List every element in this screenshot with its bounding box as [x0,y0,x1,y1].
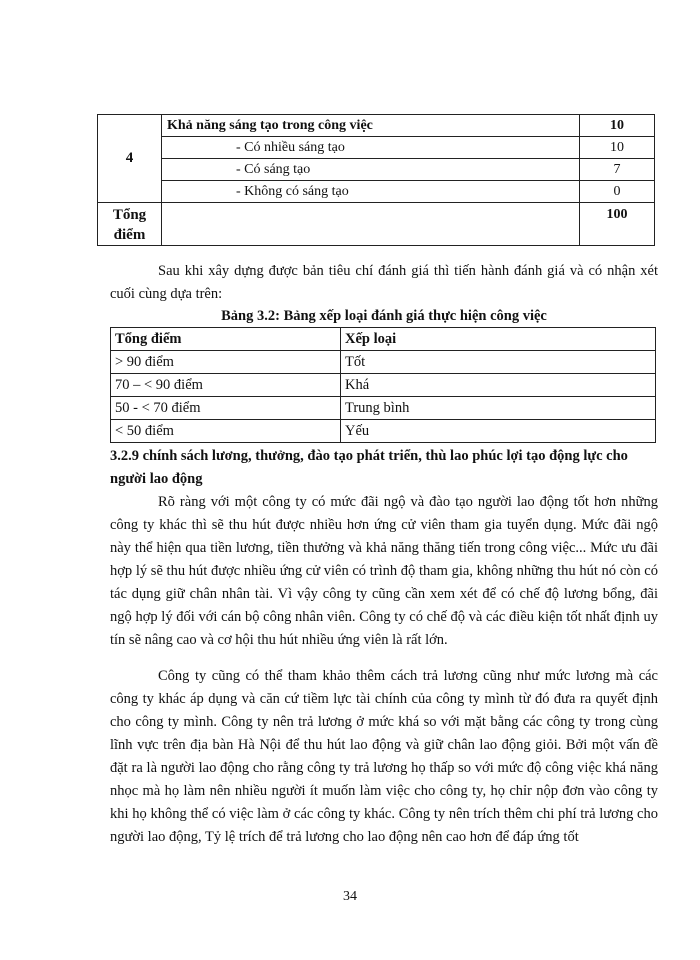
table-row-total [98,203,655,246]
table-row [111,420,656,443]
body-paragraph-2: Công ty cũng có thể tham khảo thêm cách trả lương cũng như mức lương mà các công ty khác áp dụng và căn cứ tiềm lực tài chính của công ty mình từ đó đưa ra quyết định cho công ty mình. Công ty nên trả lương ở mức khá so với mặt bằng các công ty trong cùng lĩnh vực trên địa bàn Hà Nội để thu hút lao động và giữ chân lao động giỏi. Bởi một vấn đề đặt ra là người lao động cho rằng công ty trả lương họ thấp so với mức độ công việc khá năng nhọc mà họ làm nên nhiều người ít muốn làm việc cho công ty, họ chỉr nộp đơn vào công ty khi họ không thể có việc làm ở các công ty khác. Công ty nên trích thêm chi phí trả lương cho người lao động, Tỷ lệ trích để trả lương cho lao động nên cao hơn để đáp ứng tốt [110,668,658,845]
total-label: Tổng điểm [98,203,162,246]
table-row [111,351,656,374]
criteria-item-points: 7 [580,159,655,181]
body-paragraph-1: Rõ ràng với một công ty có mức đãi ngộ và đào tạo người lao động tốt hơn những công ty khác thì sẽ thu hút được nhiều hơn ứng cử viên tham gia tuyển dụng. Mức đãi ngộ này thể hiện qua tiền lương, tiền thưởng và khả năng thăng tiến trong công việc... Mức ưu đãi hợp lý sẽ thu hút được nhiều ứng cử viên có trình độ tham gia, không những thu hút nó còn có tác dụng giữ chân nhân tài. Vì vậy công ty cũng cần xem xét để có chế độ lương bổng, đãi ngộ hợp lý đối với cán bộ công nhân viên. Công ty có chế độ và các điều kiện tốt nhất định uy tín sẽ nâng cao và cơ hội thu hút nhiều ứng viên là rất lớn. [110,494,658,648]
table-row [111,374,656,397]
criteria-item-label: - Có nhiều sáng tạo [162,137,580,159]
table-row [98,159,655,181]
column-header: Xếp loại [341,328,656,351]
criteria-table [97,114,655,246]
intro-paragraph: Sau khi xây dựng được bản tiêu chí đánh giá thì tiến hành đánh giá và có nhận xét cuối cùng dựa trên: [110,263,658,302]
score-range: > 90 điểm [111,351,341,374]
criteria-item-label: - Có sáng tạo [162,159,580,181]
total-empty-cell [162,203,580,246]
table-row [98,115,655,137]
section-heading: 3.2.9 chính sách lương, thưởng, đào tạo phát triển, thù lao phúc lợi tạo động lực cho người lao động [110,448,628,487]
score-range: 50 - < 70 điểm [111,397,341,420]
rating-table [110,327,656,443]
page-number: 34 [343,889,357,904]
column-header: Tổng điểm [111,328,341,351]
rating-table-caption: Bảng 3.2: Bảng xếp loại đánh giá thực hiện công việc [221,308,547,324]
table-header-row [111,328,656,351]
table-row [98,181,655,203]
rating-label: Tốt [341,351,656,374]
criteria-heading: Khả năng sáng tạo trong công việc [162,115,580,137]
rating-label: Trung bình [341,397,656,420]
criteria-item-label: - Không có sáng tạo [162,181,580,203]
rating-label: Khá [341,374,656,397]
criteria-heading-points: 10 [580,115,655,137]
score-range: 70 – < 90 điểm [111,374,341,397]
criteria-row-number: 4 [98,115,162,203]
total-points: 100 [580,203,655,246]
score-range: < 50 điểm [111,420,341,443]
criteria-item-points: 10 [580,137,655,159]
criteria-item-points: 0 [580,181,655,203]
table-row [98,137,655,159]
rating-label: Yếu [341,420,656,443]
table-row [111,397,656,420]
